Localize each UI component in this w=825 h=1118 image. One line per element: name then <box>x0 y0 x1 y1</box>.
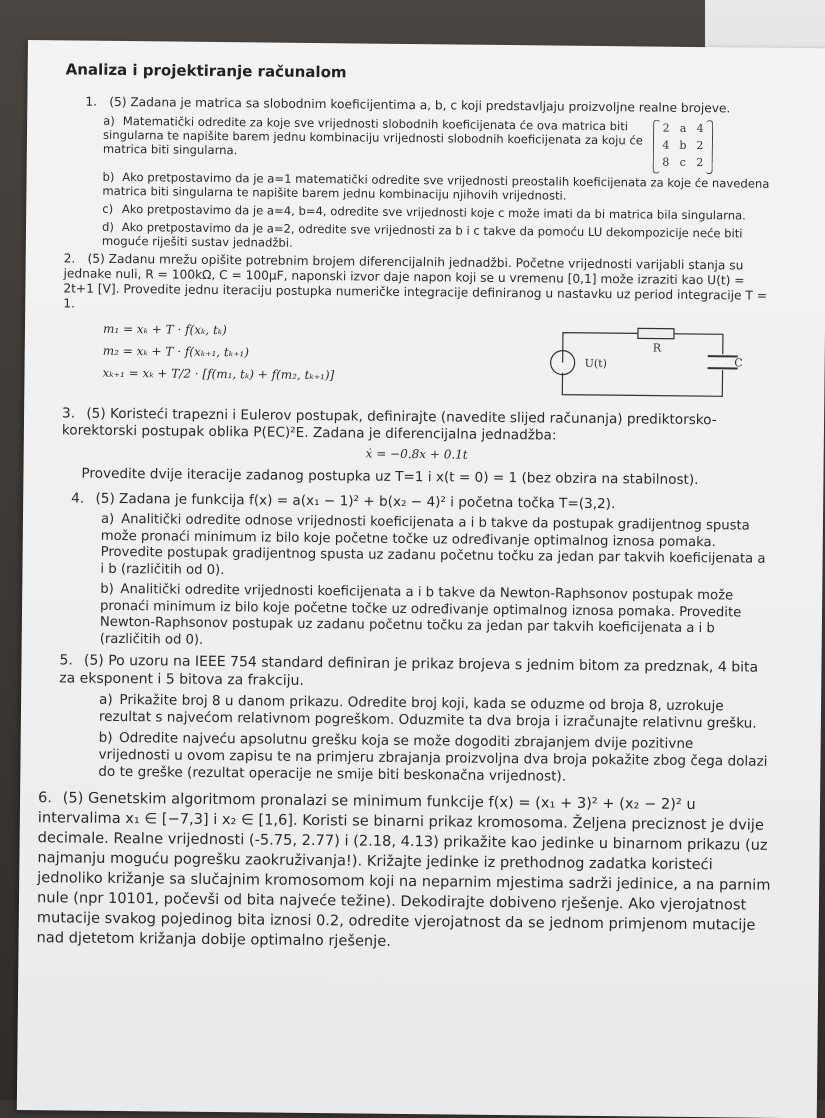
question-text: (5) Po uzoru na IEEE 754 standard definiran je prikaz brojeva s jednim bitom za predznak, 4 bita za eksponent i 5 bitova za frakciju. <box>59 653 758 689</box>
item-label: d) <box>102 220 118 234</box>
question-4b <box>100 582 771 655</box>
item-text: Ako pretpostavimo da je a=2, odredite sve vrijednosti za b i c takve da pomoću LU dekompozicije neće biti moguće riješiti sustav jednadžbi. <box>102 220 743 250</box>
matrix <box>653 120 714 173</box>
item-text: Analitički odredite odnose vrijednosti koeficijenata a i b takve da postupak gradijentnog spusta može pronaći minimum iz bilo koje početne točke uz određivanje optimalnog iznosa pomaka. Provedite postupak gradijentnog spusta uz zadanu početnu točku za jedan par takvih koeficijenata a i b (različitih od 0). <box>100 512 765 578</box>
question-4a <box>100 512 771 585</box>
formula-block <box>102 318 773 405</box>
circuit-wire <box>562 369 722 397</box>
question-number: 3. <box>62 405 82 422</box>
question-1b <box>102 170 774 205</box>
equation-m2: m₂ = xₖ + T · f(xₖ₊₁, tₖ₊₁) <box>103 340 503 366</box>
item-label: b) <box>99 730 115 747</box>
page-title: Analiza i projektiranje računalom <box>66 60 776 85</box>
differential-equation: ẋ = −0.8x + 0.1t <box>62 443 772 464</box>
question-number: 1. <box>85 95 105 110</box>
item-text: Prikažite broj 8 u danom prikazu. Odredite broj koji, kada se oduzme od broja 8, uzrokuje rezultat s najvećom relativnom pogreškom. Oduzmite ta dva broja i izračunajte relativnu grešku. <box>99 692 757 732</box>
matrix-cell: 4 <box>691 122 709 136</box>
question-3-tail: Provedite dvije iteracije zadanog postupka uz T=1 i x(t = 0) = 1 (bez obzira na stabilnost). <box>81 466 771 490</box>
question-1a <box>103 114 776 173</box>
item-label: b) <box>100 582 116 599</box>
question-6 <box>36 788 778 956</box>
item-label: b) <box>102 170 118 184</box>
exam-sheet <box>17 40 825 1118</box>
question-5a <box>99 692 769 733</box>
item-text: Odredite najveću apsolutnu grešku koja se može dogoditi zbrajanjem dvije pozitivne vrijednosti u ovom zapisu te na primjeru zbrajanja proizvoljna dva broja pokažite zbog čega dolazi do te greške (rezultat operacije ne smije biti beskonačna vrijednost). <box>98 730 767 785</box>
equation-m1: m₁ = xₖ + T · f(xₖ, tₖ) <box>103 318 503 344</box>
item-label: a) <box>101 512 117 529</box>
question-number: 6. <box>38 788 58 808</box>
rc-circuit-diagram <box>542 322 743 404</box>
question-3 <box>61 405 772 489</box>
question-text: (5) Zadana je matrica sa slobodnim koeficijentima a, b, c koji predstavljaju proizvoljne realne brojeve. <box>109 95 730 116</box>
item-label: a) <box>103 114 119 128</box>
question-1c <box>102 202 774 223</box>
source-label: U(t) <box>585 357 607 370</box>
matrix-cell: b <box>674 139 692 153</box>
item-text: Ako pretpostavimo da je a=1 matematički odredite sve vrijednosti preostalih koeficijenata za koje će navedena matrica biti singularna te napišite barem jednu kombinaciju njihovih vrijednosti. <box>102 170 769 203</box>
matrix-cell: 2 <box>657 122 675 136</box>
resistor-label: R <box>653 342 662 355</box>
question-5 <box>58 651 769 787</box>
matrix-cell: 2 <box>691 139 709 153</box>
question-2 <box>62 251 773 404</box>
question-text: (5) Genetskim algoritmom pronalazi se minimum funkcije f(x) = (x₁ + 3)² + (x₂ − 2)² u intervalima x₁ ∈ [−7,3] i x₂ ∈ [1,6]. Koristi se binarni prikaz kromosoma. Željena preciznost je dvije decimale. Realne vrijednosti (-5.75, 2.77) i (2.18, 4.13) prikažite kao jedinke u binarnom prikazu (uz najmanju moguću pogrešku zaokruživanja!). Križajte jedinke iz prethodnog zadatka koristeći jednoliko križanje sa slučajnim kromosomom koji na neparnim mjestima sadrži jedinice, a na parnim nule (npr 10101, počevši od bita najveće težine). Dekodirajte dobiveno rješenje. Ako vjerojatnost mutacije svakog pojedinog bita iznosi 0.2, odredite vjerojatnost da se jednom primjenom mutacije nad djetetom križanja dobije optimalno rješenje. <box>37 789 771 949</box>
equation-xk1: xₖ₊₁ = xₖ + T/2 · [f(m₁, tₖ) + f(m₂, tₖ₊₁)] <box>102 362 502 388</box>
matrix-cell: c <box>674 156 692 170</box>
question-text: (5) Koristeći trapezni i Eulerov postupak, definirajte (navedite slijed računanja) prediktorsko-korektorski postupak oblika P(EC)²E. Zadana je diferencijalna jednadžba: <box>62 406 717 444</box>
question-number: 4. <box>71 490 91 507</box>
exam-content <box>56 60 775 959</box>
question-5b <box>98 730 768 788</box>
question-number: 5. <box>59 651 79 669</box>
question-4 <box>60 490 772 654</box>
question-1d <box>102 220 774 255</box>
question-text: (5) Zadana je funkcija f(x) = a(x₁ − 1)² + b(x₂ − 4)² i početna točka T=(3,2). <box>95 491 615 512</box>
item-text: Matematički odredite za koje sve vrijednosti slobodnih koeficijenata će ova matrica biti singularna te napišite barem jednu kombinaciju vrijednosti slobodnih koeficijenata za koju će matrica biti singularna. <box>103 114 643 157</box>
item-label: c) <box>102 202 118 216</box>
matrix-cell: 4 <box>657 139 675 153</box>
question-text: (5) Zadanu mrežu opišite potrebnim brojem diferencijalnih jednadžbi. Početne vrijednosti varijabli stanja su jednake nuli, R = 100kΩ, C = 100μF, naponski izvor daje napon koji se u vremenu [0,1] može izraziti kao U(t) = 2t+1 [V]. Provedite jednu iteraciju postupka numeričke integracije definiranog u nastavku uz period integracije T = 1. <box>63 252 767 311</box>
capacitor-label: C <box>734 356 743 369</box>
question-1 <box>64 94 776 254</box>
item-text: Analitički odredite vrijednosti koeficijenata a i b takve da Newton-Raphsonov postupak može pronaći minimum iz bilo koje početne točke uz određivanje optimalnog iznosa pomaka. Provedite Newton-Raphsonov postupak uz zadanu početnu točku za jedan par takvih koeficijenata a i b (različitih od 0). <box>100 582 742 647</box>
item-text: Ako pretpostavimo da je a=4, b=4, odredite sve vrijednosti koje c može imati da bi matrica bila singularna. <box>122 202 746 223</box>
matrix-cell: 2 <box>691 156 709 170</box>
matrix-cell: a <box>674 122 692 136</box>
matrix-cell: 8 <box>657 156 675 170</box>
question-number: 2. <box>64 251 84 266</box>
item-label: a) <box>99 692 115 709</box>
resistor-icon <box>638 328 674 338</box>
